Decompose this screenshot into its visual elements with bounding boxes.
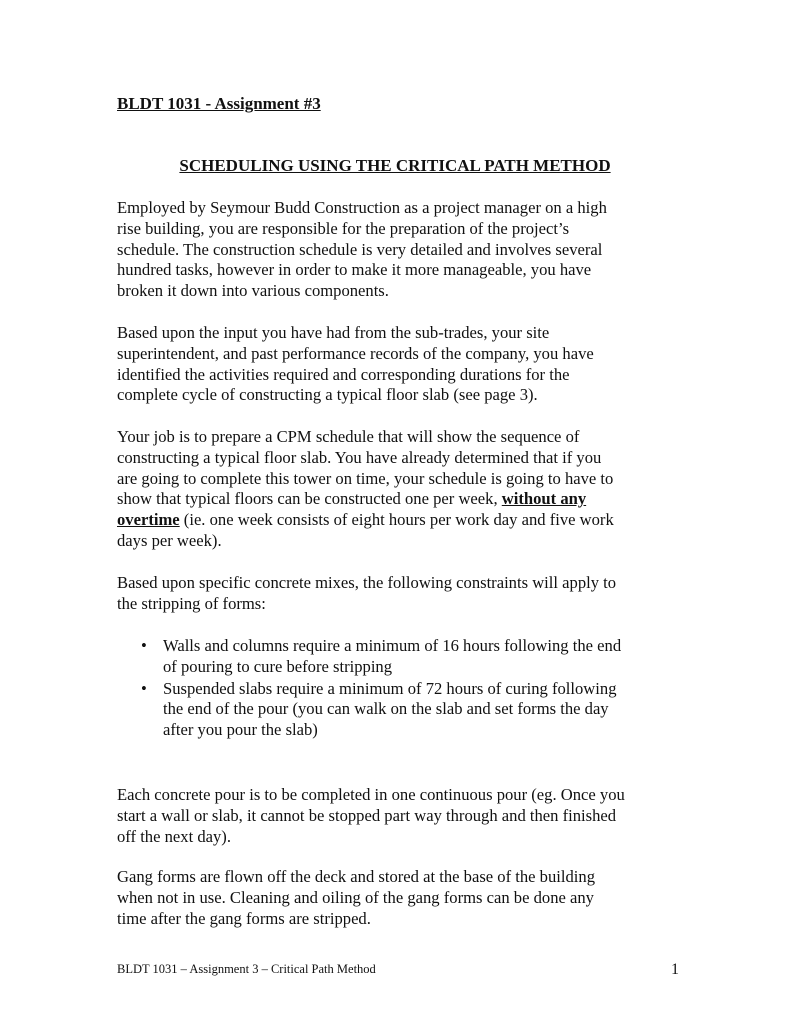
emphasis-text: without any [501, 489, 587, 509]
paragraph-job [117, 427, 679, 552]
text-line: constructing a typical floor slab. You have already determined that if you [117, 447, 602, 467]
text-line: after you pour the slab) [163, 720, 318, 740]
emphasis-text: overtime [117, 510, 180, 530]
text-line: Employed by Seymour Budd Construction as a project manager on a high [117, 198, 607, 217]
text-line: Gang forms are flown off the deck and stored at the base of the building [117, 867, 596, 886]
text-line: complete cycle of constructing a typical floor slab (see page 3). [117, 385, 538, 405]
list-item [117, 636, 679, 678]
text-line: identified the activities required and corresponding durations for the [117, 364, 570, 384]
text-line: start a wall or slab, it cannot be stopped part way through and then finished [117, 805, 617, 825]
text-line: Walls and columns require a minimum of 16 hours following the end [163, 636, 622, 655]
text-line [117, 510, 679, 531]
text-line: days per week). [117, 530, 222, 550]
constraint-list [117, 636, 679, 742]
text-line: schedule. The construction schedule is very detailed and involves several [117, 239, 603, 259]
text-line: hundred tasks, however in order to make it more manageable, you have [117, 260, 592, 280]
paragraph-intro [117, 198, 679, 302]
text-line: when not in use. Cleaning and oiling of the gang forms can be done any [117, 887, 594, 907]
paragraph-constraints [117, 573, 679, 615]
text-line: the stripping of forms: [117, 593, 266, 613]
bullet-icon: • [141, 678, 147, 698]
text-line: rise building, you are responsible for the preparation of the project’s [117, 218, 570, 238]
text-line: Based upon the input you have had from the sub-trades, your site [117, 323, 550, 342]
page-number: 1 [671, 961, 679, 978]
text-line: Each concrete pour is to be completed in one continuous pour (eg. Once you [117, 785, 625, 804]
text-line [117, 489, 679, 510]
text-line: off the next day). [117, 826, 231, 846]
text-line: Suspended slabs require a minimum of 72 hours of curing following [163, 678, 617, 698]
text-line: Your job is to prepare a CPM schedule that will show the sequence of [117, 427, 580, 446]
text-line: broken it down into various components. [117, 281, 389, 301]
course-heading: BLDT 1031 - Assignment #3 [117, 94, 321, 113]
page-footer: BLDT 1031 – Assignment 3 – Critical Path Method [117, 962, 376, 976]
text-line: superintendent, and past performance records of the company, you have [117, 343, 594, 363]
list-item [117, 679, 679, 741]
text-line: the end of the pour (you can walk on the slab and set forms the day [163, 699, 609, 719]
text-segment: show that typical floors can be constructed one per week, [117, 489, 502, 509]
text-line: are going to complete this tower on time, your schedule is going to have to [117, 468, 614, 488]
bullet-icon: • [141, 636, 147, 655]
paragraph-gang-forms [117, 867, 679, 929]
text-line: of pouring to cure before stripping [163, 656, 393, 676]
paragraph-input [117, 323, 679, 406]
text-line: time after the gang forms are stripped. [117, 908, 371, 928]
paragraph-pour [117, 785, 679, 847]
text-line: Based upon specific concrete mixes, the following constraints will apply to [117, 573, 617, 592]
text-segment: (ie. one week consists of eight hours per work day and five work [179, 510, 614, 530]
page-title: SCHEDULING USING THE CRITICAL PATH METHOD [179, 156, 611, 175]
